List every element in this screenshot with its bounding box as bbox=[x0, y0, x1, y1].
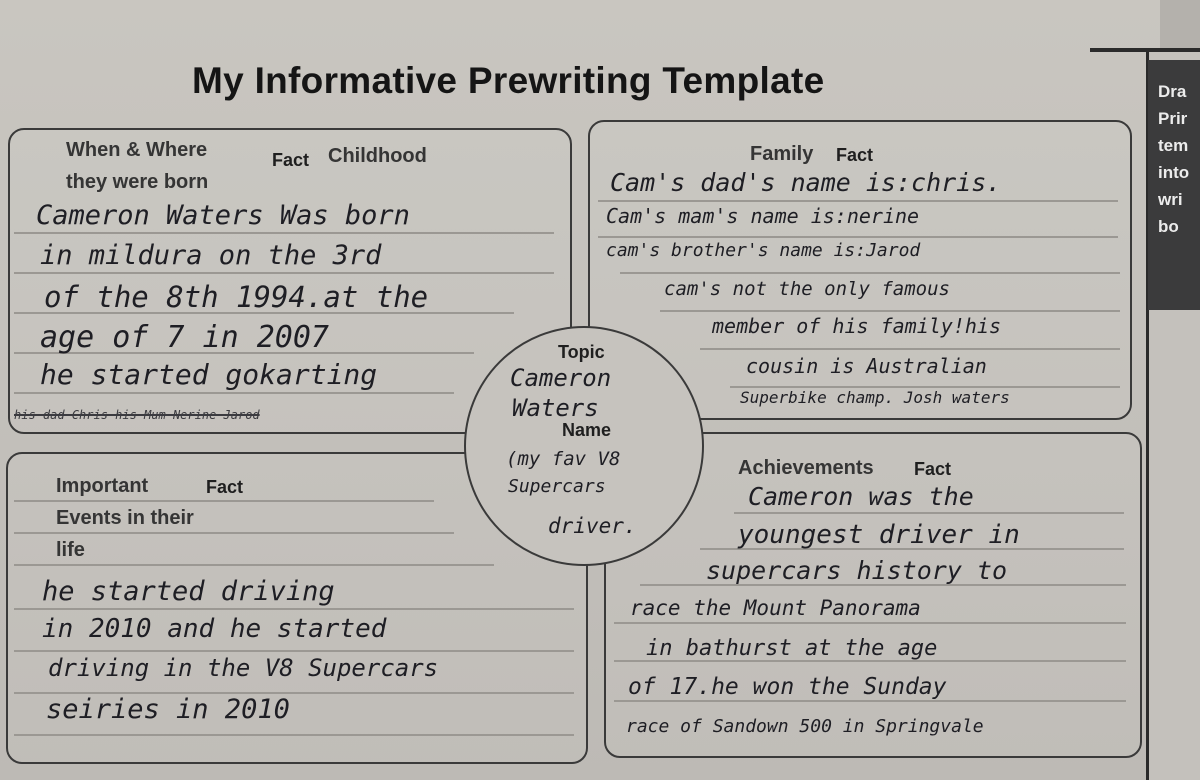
handwritten-line: Superbike champ. Josh waters bbox=[740, 388, 1010, 407]
handwritten-line: race of Sandown 500 in Springvale bbox=[626, 716, 984, 737]
handwritten-line: cam's brother's name is:Jarod bbox=[606, 240, 921, 261]
handwritten-line: in 2010 and he started bbox=[42, 614, 387, 644]
page-title: My Informative Prewriting Template bbox=[192, 60, 825, 101]
handwritten-line: he started gokarting bbox=[40, 358, 378, 391]
writing-rule bbox=[598, 200, 1118, 202]
writing-rule bbox=[14, 232, 554, 234]
fact-label: Fact bbox=[272, 150, 310, 170]
handwritten-line: Cam's mam's name is:nerine bbox=[606, 204, 920, 228]
important-heading-1: Important bbox=[56, 475, 149, 497]
handwritten-line: Waters bbox=[512, 394, 599, 422]
handwritten-line: driving in the V8 Supercars bbox=[48, 654, 439, 682]
writing-rule bbox=[14, 734, 574, 736]
handwritten-line: cam's not the only famous bbox=[664, 278, 950, 300]
adjacent-line: bo bbox=[1158, 217, 1179, 236]
writing-rule bbox=[598, 236, 1118, 238]
handwritten-line: of the 8th 1994.at the bbox=[44, 280, 429, 314]
writing-rule bbox=[614, 700, 1126, 702]
writing-rule bbox=[614, 622, 1126, 624]
handwritten-line: Cameron was the bbox=[748, 482, 974, 511]
writing-rule bbox=[14, 272, 554, 274]
writing-rule bbox=[14, 392, 454, 394]
crossed-out-note: his dad Chris his Mum Nerine Jarod bbox=[14, 408, 260, 422]
writing-rule bbox=[660, 310, 1120, 312]
important-heading-2: Events in their bbox=[56, 507, 194, 529]
handwritten-line: youngest driver in bbox=[738, 520, 1020, 550]
handwritten-line: (my fav V8 bbox=[506, 448, 621, 470]
handwritten-line: seiries in 2010 bbox=[46, 694, 290, 725]
adjacent-line: into bbox=[1158, 163, 1190, 182]
handwritten-line: in bathurst at the age bbox=[646, 636, 938, 661]
handwritten-line: age of 7 in 2007 bbox=[40, 320, 329, 355]
writing-rule bbox=[14, 650, 574, 652]
handwritten-line: he started driving bbox=[42, 576, 335, 607]
family-heading: Family bbox=[750, 143, 814, 165]
handwritten-line: Cam's dad's name is:chris. bbox=[610, 168, 1002, 197]
achievements-heading: Achievements bbox=[738, 457, 874, 479]
adjacent-line: Prir bbox=[1158, 109, 1188, 128]
writing-rule bbox=[14, 564, 494, 566]
writing-rule bbox=[700, 348, 1120, 350]
handwritten-line: of 17.he won the Sunday bbox=[628, 674, 947, 700]
adjacent-page-text bbox=[1158, 78, 1200, 240]
handwritten-line: race the Mount Panorama bbox=[630, 596, 921, 620]
fact-label: Fact bbox=[836, 145, 874, 165]
important-heading-3: life bbox=[56, 539, 85, 561]
childhood-heading: Childhood bbox=[328, 145, 427, 167]
handwritten-line: Cameron bbox=[510, 364, 612, 392]
handwritten-line: member of his family!his bbox=[712, 314, 1001, 338]
handwritten-line: Supercars bbox=[508, 476, 606, 497]
topic-label: Topic bbox=[558, 342, 605, 362]
fact-label: Fact bbox=[914, 459, 952, 479]
when-where-heading-2: they were born bbox=[66, 171, 209, 193]
adjacent-line: wri bbox=[1158, 190, 1183, 209]
handwritten-line: supercars history to bbox=[706, 556, 1008, 585]
when-where-heading-1: When & Where bbox=[66, 139, 208, 161]
name-label: Name bbox=[562, 420, 612, 440]
writing-rule bbox=[734, 512, 1124, 514]
writing-rule bbox=[620, 272, 1120, 274]
handwritten-line: cousin is Australian bbox=[746, 354, 987, 378]
adjacent-line: tem bbox=[1158, 136, 1189, 155]
fact-label: Fact bbox=[206, 477, 244, 497]
handwritten-line: Cameron Waters Was born bbox=[36, 200, 410, 231]
handwritten-line: in mildura on the 3rd bbox=[40, 240, 382, 271]
handwritten-line: driver. bbox=[548, 514, 637, 538]
adjacent-line: Dra bbox=[1158, 82, 1187, 101]
writing-rule bbox=[14, 608, 574, 610]
adjacent-page-rule bbox=[1090, 48, 1200, 52]
